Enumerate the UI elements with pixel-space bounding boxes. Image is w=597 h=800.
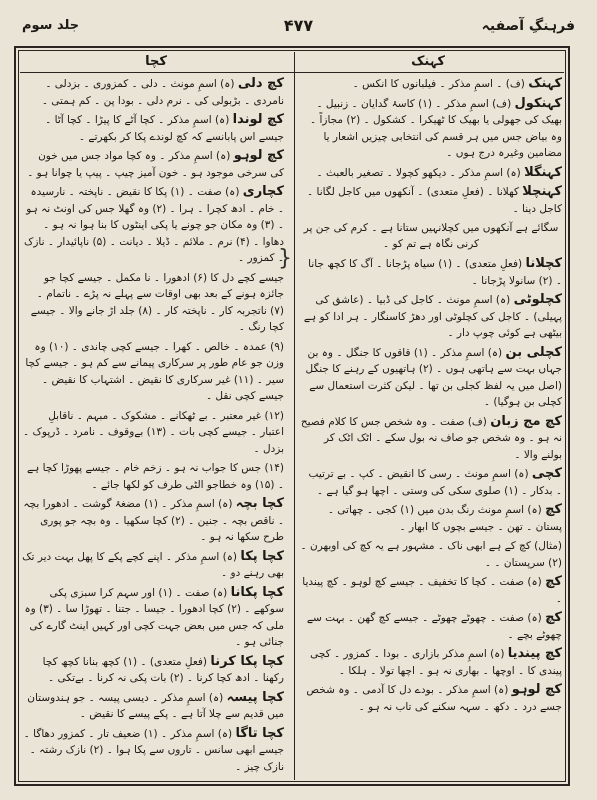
- entry-definition: (ہ) اسمِ مذکر ۔ (۱) ضعیف تار ۔ کمزور دھاگا ۔ جیسے ابھی سانس ۔ تاروں سے پکا ہوا ۔ (۲) نازک رشتہ ۔ نازک چیز ۔: [23, 727, 284, 773]
- entry-definition: (ہ) اسمِ مذکر ۔ کچا آٹے کا پیڑا ۔ کچا آٹا ۔ جیسے اس پابانسے کہ کچ لوندے پکا کر بکھرتے ۔: [45, 114, 284, 143]
- entry-definition: (ہ) اسمِ مونث ۔ رسی کا انقیض ۔ کپ ۔ بے ترتیب ۔ بدکار ۔ (۱) صلوی سکی کی وستی ۔ اچھا ہو گیا ہے ۔: [308, 468, 562, 497]
- entry-definition: کھلانا ۔ (فعلِ متعدی) ۔ آنکھوں میں کاجل لگانا ۔ کاجل دینا ۔: [307, 186, 562, 215]
- dictionary-entry: [22, 549, 284, 582]
- dictionary-entry: [300, 165, 562, 182]
- dictionary-entry: [300, 256, 562, 289]
- entry-headword: کچا پیسہ: [226, 689, 284, 705]
- entry-headword: کچ لوہو: [233, 148, 284, 163]
- entry-headword: کچ لوہو: [511, 682, 562, 697]
- entry-definition: (۱۴) جس کا جواب نہ ہو ۔ زخم خام ۔ جیسے پھوڑا کچا ہے ۔ (۱۵) وہ خطاجو الٹی طرف کو لکھا جائے ۔: [27, 462, 284, 491]
- entry-headword: کچ مج زبان: [490, 413, 562, 429]
- column-headings: [20, 52, 564, 73]
- entry-definition: (فعلِ متعدی) ۔ (۱) کچھ بنانا کچھ کچا رکھنا ۔ ادھ کچا کرنا ۔ (۲) بات پکی نہ کرنا ۔ بےتکی ۔: [42, 655, 284, 684]
- entry-headword: کچلوٹی: [513, 292, 562, 307]
- entry-definition: (ہ) اسمِ مذکر ۔ بودے دل کا آدمی ۔ وہ شخص جسے درد ۔ دکھ ۔ سہہ سکنے کی تاب نہ ہو ۔: [306, 684, 562, 713]
- entry-headword: کچ: [545, 610, 562, 625]
- entry-headword: کچ لوندا: [232, 112, 284, 127]
- page-header: [14, 12, 583, 42]
- dictionary-entry: [300, 574, 562, 607]
- entry-definition: (مثال) کچ کے ہے ابھی ناک ۔ مشہور ہے یہ کچ کی اوبھرن ۔ (۲) سرپستان ۔ ۔: [300, 540, 562, 569]
- dictionary-entry: [300, 646, 562, 679]
- entry-headword: کچا بچہ: [235, 496, 284, 511]
- dictionary-entry: [22, 408, 284, 458]
- entry-headword: کچ: [545, 502, 562, 517]
- dictionary-entry: [22, 112, 284, 145]
- dictionary-entry: [22, 654, 284, 687]
- entry-headword: کچ پیندیا: [507, 646, 562, 661]
- entry-headword: کچاری: [242, 184, 284, 199]
- entry-headword: کہنچلا: [522, 184, 562, 199]
- entry-headword: کہنگلا: [524, 164, 562, 180]
- entry-headword: کچلانا: [525, 256, 562, 271]
- right-column-heading: کہنک: [411, 54, 445, 69]
- dictionary-entry: [300, 502, 562, 535]
- left-column: [22, 76, 284, 778]
- entry-headword: کچلی بن: [505, 344, 562, 360]
- dictionary-entry: [22, 76, 284, 109]
- entry-definition: (ہ) اسمِ مذکر بازاری ۔ بودا ۔ کمزور ۔ کچی پیندی کا ۔ اوچھا ۔ بھاری نہ ہو ۔ اچھا تولا ۔ ہلکا ۔: [310, 648, 562, 677]
- entry-definition: (ہ) صفت ۔ چھوٹے چھوٹے ۔ جیسے کچ گھن ۔ بہت سے چھوٹے بچے ۔: [306, 612, 562, 641]
- entry-headword: کچی: [531, 466, 562, 481]
- entry-definition: (۹) عمدہ ۔ خالص ۔ کھرا ۔ جیسے کچی چاندی ۔ (۱۰) وہ وزن جو عام طور پر سرکاری پیمانے سے کم ہو ۔ جیسے کچا سیر ۔ (۱۱) غیر سرکاری کا نقیض ۔ اشتہاب کا نقیض ۔ جیسے کچی نقل ۔: [25, 340, 284, 402]
- dictionary-entry: [22, 585, 284, 651]
- dictionary-entry: [22, 148, 284, 181]
- entry-definition: (ہ) اسمِ مذکر ۔ (۱) مضغۂ گوشت ۔ ادھورا بچہ ۔ ناقص بچہ ۔ جنین ۔ (۲) کچا سکھیا ۔ وہ بچہ جو پوری طرح سکھا نہ ہو ۔: [23, 498, 284, 543]
- dictionary-entry: [300, 345, 562, 411]
- entry-headword: کچا پکا: [240, 548, 284, 564]
- entry-definition: (ہ) صفت ۔ (۱) اور سہم کرا سبزی پکی سوکھے ۔ (۲) کچا ادھورا ۔ جیسا ۔ جتنا ۔ تھوڑا سا ۔ (۳) وہ ملی کہ جس میں بعض جہت کچی اور کہیں اینٹ گارے کی جنائی ہو ۔: [24, 586, 284, 648]
- dictionary-entry: [300, 96, 562, 162]
- dictionary-entry: [22, 690, 284, 723]
- entry-definition: (ہ) اسمِ مذکر ۔ دیسی پیسہ ۔ جو ہندوستان میں قدیم سے چلا آتا ہے ۔ پکے پیسے کا نقیض ۔: [27, 691, 284, 720]
- entry-headword: کچا پکانا: [230, 584, 284, 600]
- entry-definition: (ہ) اسمِ مونث ۔ کاجل کی ڈبیا ۔ (عاشق کی پہیلی) ۔ کاجل کی کچلوٹی اور دھڑ کاسنگار ۔ ہر ادا کو ہے بیٹھی ہے کوئی چوپ دار ۔: [303, 294, 562, 339]
- entry-definition: (ف) صفت ۔ وہ شخص جس کا کلام فصیح نہ ہو ۔ وہ شخص جو صاف نہ بول سکے ۔ اٹک اٹک کر بولنے والا ۔: [300, 415, 562, 461]
- entry-definition: (ف) اسمِ مذکر ۔ (۱) کاسۂ گدایان ۔ زنبیل ۔ بھیک کی جھولی یا بھیک کا ٹھیکرا ۔ کشکول ۔ (۲) مجازاً ۔ وہ بیاض جس میں ہر قسم کی انتخابی چیزیں اشعار یا مضامین وغیرہ درج ہوں ۔: [309, 97, 562, 159]
- verse-quote: سگائے ہے آنکھوں میں کچلانہیں ستانا ہے ۔ کرم کی جن پر کرنی نگاہ ہے تم کو ۔: [303, 222, 559, 250]
- volume-label: جلد سوم: [22, 18, 80, 33]
- right-column: [300, 76, 562, 778]
- entry-headword: کچ: [545, 574, 562, 589]
- entry-headword: کچا پکا کرنا: [210, 653, 284, 669]
- entry-headword: کہنکول: [514, 95, 562, 111]
- entry-definition: (ہ) اسمِ مذکر ۔ دیکھو کچولا ۔ تصغیر بالعبث ۔: [316, 166, 521, 179]
- entry-definition: (ہ) صفت ۔ (۱) پکا کا نقیض ۔ ناپختہ ۔ نارسیدہ ۔ خام ۔ ادھ کچرا ۔ ہرا ۔ (۲) وہ گھلا جس کی اونٹ نہ ہو ۔ (۳) وہ مکان جو چونے یا پکی اینٹوں کا بنا ہوا نہ ہو ۔ دھاوا ۔ (۴) نرم ۔ ملائم ۔ ڈیلا ۔ دیانت ۔ (۵) ناپائیدار ۔ نازک ۔ کمزور ۔: [23, 186, 284, 264]
- entry-headword: کچ دلی: [237, 76, 284, 91]
- entry-definition: (ہ) اسمِ مذکر ۔ (۱) قاقوں کا جنگل ۔ وہ بن جہاں بہت سے ہاتھی ہوں ۔ (۲) ہاتھیوں کے رہنے کا جنگل (اصل میں یہ لفظ کجلی بن تھا ۔ لیکن کثرت استعمال سے کچلی بن ہوگیا) ۔: [305, 346, 562, 408]
- entry-definition: (ہ) اسمِ مونث رنگ بدن میں (۱) کجی ۔ چھاتی ۔ پستان ۔ تھن ۔ جیسے بچوں کا ابھار ۔: [327, 504, 562, 533]
- column-divider: [294, 52, 295, 780]
- entry-definition: (فعلِ متعدی) ۔ (۱) سیاہ پڑجانا ۔ آگ کا کچھ جانا ۔ (۲) سانولا پڑجانا ۔: [308, 258, 562, 287]
- text-frame: [14, 46, 570, 786]
- entry-definition: جیسے کچے دل کا (۶) ادھورا ۔ نا مکمل ۔ جیسے کچا جو جائزہ ہونے کے بعد بھی اوقات سے پہلے نہ پڑے ۔ ناتمام ۔ (۷) ناتجربہ کار ۔ ناپختہ کار ۔ (۸) جلد اڑ جانے والا ۔ جیسے کچا رنگ ۔: [30, 271, 284, 333]
- dictionary-entry: [22, 184, 284, 267]
- entry-headword: کہنک: [528, 76, 562, 91]
- entry-definition: (ہ) صفت ۔ کچا کا تخفیف ۔ جیسے کچ لوہو ۔ کچ پیندیا ۔: [302, 576, 562, 605]
- dictionary-entry: [300, 538, 562, 571]
- dictionary-entry: [22, 339, 284, 405]
- dictionary-entry: [300, 466, 562, 499]
- entry-definition: (ف) ۔ اسمِ مذکر ۔ فیلبانوں کا انکس ۔: [352, 78, 525, 90]
- entry-headword: کچا تاگا: [235, 725, 284, 741]
- dictionary-entry: [22, 460, 284, 493]
- bracket-mark: }: [278, 246, 292, 271]
- dictionary-entry: [300, 682, 562, 715]
- dictionary-entry: [22, 496, 284, 546]
- dictionary-entry: [300, 610, 562, 643]
- entry-definition: (ہ) اسمِ مونث ۔ دلی ۔ کمزوری ۔ بزدلی ۔ نامردی ۔ بڑبولی کی ۔ نرم دلی ۔ بودا پن ۔ کم ہمتی ۔: [41, 78, 284, 107]
- dictionary-entry: [22, 270, 284, 336]
- dictionary-entry: [300, 76, 562, 93]
- dictionary-entry: [300, 292, 562, 342]
- dictionary-entry: [22, 726, 284, 776]
- dictionary-entry: [300, 184, 562, 217]
- entry-definition: (ہ) اسمِ مذکر ۔ وہ کچا مواد جس میں خون کی سرخی موجود ہو ۔ خون آمیز چیپ ۔ پیپ یا چوانا ہو ۔: [27, 150, 284, 179]
- book-title: فرہنگِ آصفیہ: [481, 18, 575, 34]
- page-number: ۴۷۷: [283, 16, 314, 35]
- entry-definition: (ہ) اسمِ مذکر ۔ اپنے کچے پکے کا پھل بہت دیر تک بھی رہنے دو ۔: [22, 550, 284, 579]
- dictionary-entry: [300, 414, 562, 464]
- left-column-heading: کچا: [145, 54, 167, 69]
- entry-definition: (۱۲) غیر معتبر ۔ بے ٹھکانے ۔ مشکوک ۔ مبہم ۔ ناقابلِ اعتبار ۔ جیسے کچی بات ۔ (۱۳) بےوقوف ۔ نامرد ۔ ڈرپوک ۔ بزدل ۔: [23, 409, 284, 455]
